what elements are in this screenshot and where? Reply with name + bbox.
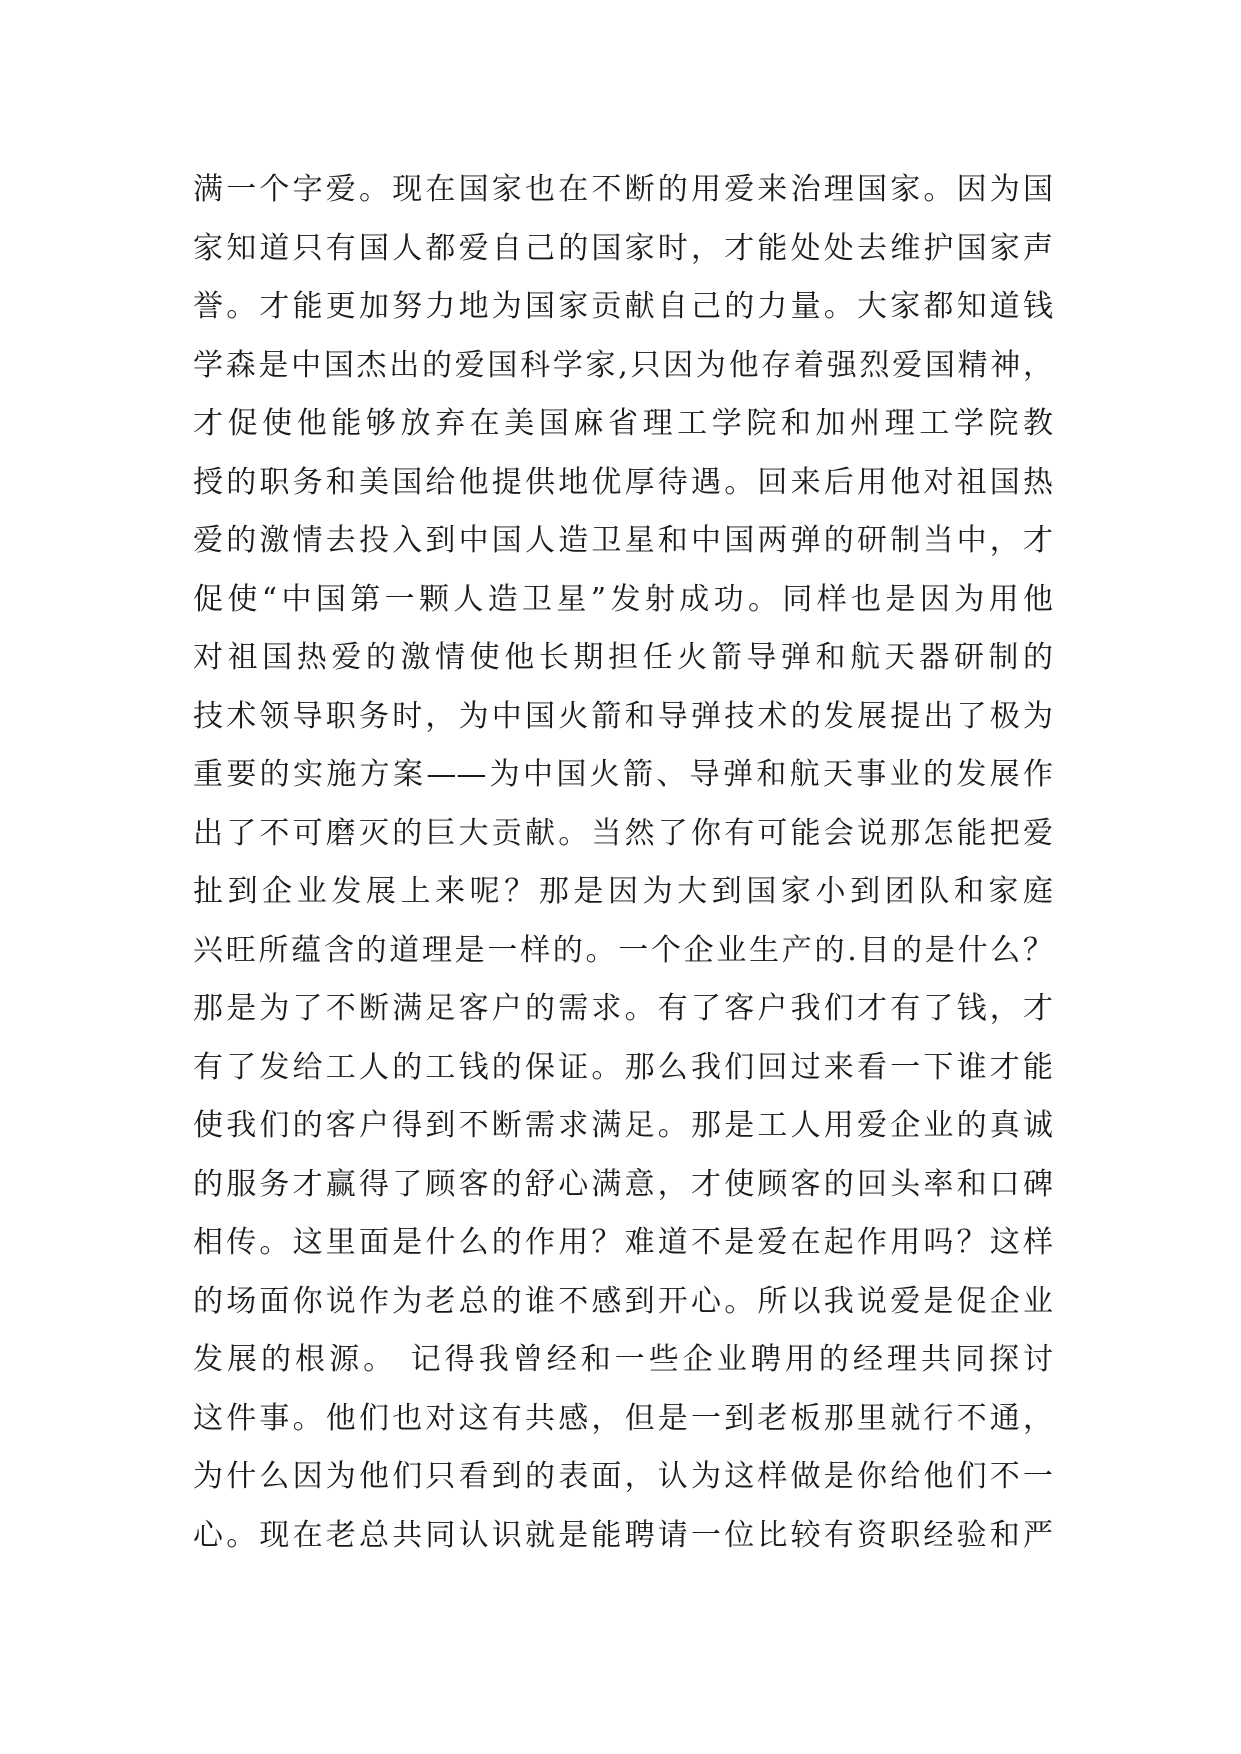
text-line: 誉。才能更加努力地为国家贡献自己的力量。大家都知道钱 [193,289,1053,324]
text-line: 相传。这里面是什么的作用？难道不是爱在起作用吗？这样 [193,1225,1053,1260]
text-line: 那是为了不断满足客户的需求。有了客户我们才有了钱，才 [193,991,1053,1026]
text-line: 家知道只有国人都爱自己的国家时，才能处处去维护国家声 [193,230,1053,266]
text-line: 发展的根源。 记得我曾经和一些企业聘用的经理共同探讨 [193,1342,1053,1377]
text-line: 出了不可磨灭的巨大贡献。当然了你有可能会说那怎能把爱 [193,815,1053,851]
text-line: 才促使他能够放弃在美国麻省理工学院和加州理工学院教 [193,406,1053,441]
text-line: 扯到企业发展上来呢？那是因为大到国家小到团队和家庭 [193,874,1053,909]
text-line: 为什么因为他们只看到的表面，认为这样做是你给他们不一 [193,1459,1053,1494]
text-line: 学森是中国杰出的爱国科学家,只因为他存着强烈爱国精神， [193,347,1053,383]
body-text [193,161,1053,1565]
text-line: 重要的实施方案——为中国火箭、导弹和航天事业的发展作 [193,757,1053,792]
text-line: 的服务才赢得了顾客的舒心满意，才使顾客的回头率和口碑 [193,1166,1053,1202]
text-line: 的场面你说作为老总的谁不感到开心。所以我说爱是促企业 [193,1283,1053,1319]
text-line: 心。现在老总共同认识就是能聘请一位比较有资职经验和严 [193,1517,1053,1553]
text-line: 这件事。他们也对这有共感，但是一到老板那里就行不通， [193,1400,1053,1436]
text-line: 授的职务和美国给他提供地优厚待遇。回来后用他对祖国热 [193,464,1053,500]
text-line: 爱的激情去投入到中国人造卫星和中国两弹的研制当中，才 [193,523,1053,558]
text-line: 使我们的客户得到不断需求满足。那是工人用爱企业的真诚 [193,1108,1053,1143]
text-line: 有了发给工人的工钱的保证。那么我们回过来看一下谁才能 [193,1049,1053,1085]
text-line: 促使“中国第一颗人造卫星”发射成功。同样也是因为用他 [193,581,1053,617]
text-line: 技术领导职务时，为中国火箭和导弹技术的发展提出了极为 [193,698,1053,734]
text-line: 满一个字爱。现在国家也在不断的用爱来治理国家。因为国 [193,172,1053,207]
text-line: 兴旺所蕴含的道理是一样的。一个企业生产的.目的是什么？ [193,932,1053,968]
text-line: 对祖国热爱的激情使他长期担任火箭导弹和航天器研制的 [193,640,1053,675]
